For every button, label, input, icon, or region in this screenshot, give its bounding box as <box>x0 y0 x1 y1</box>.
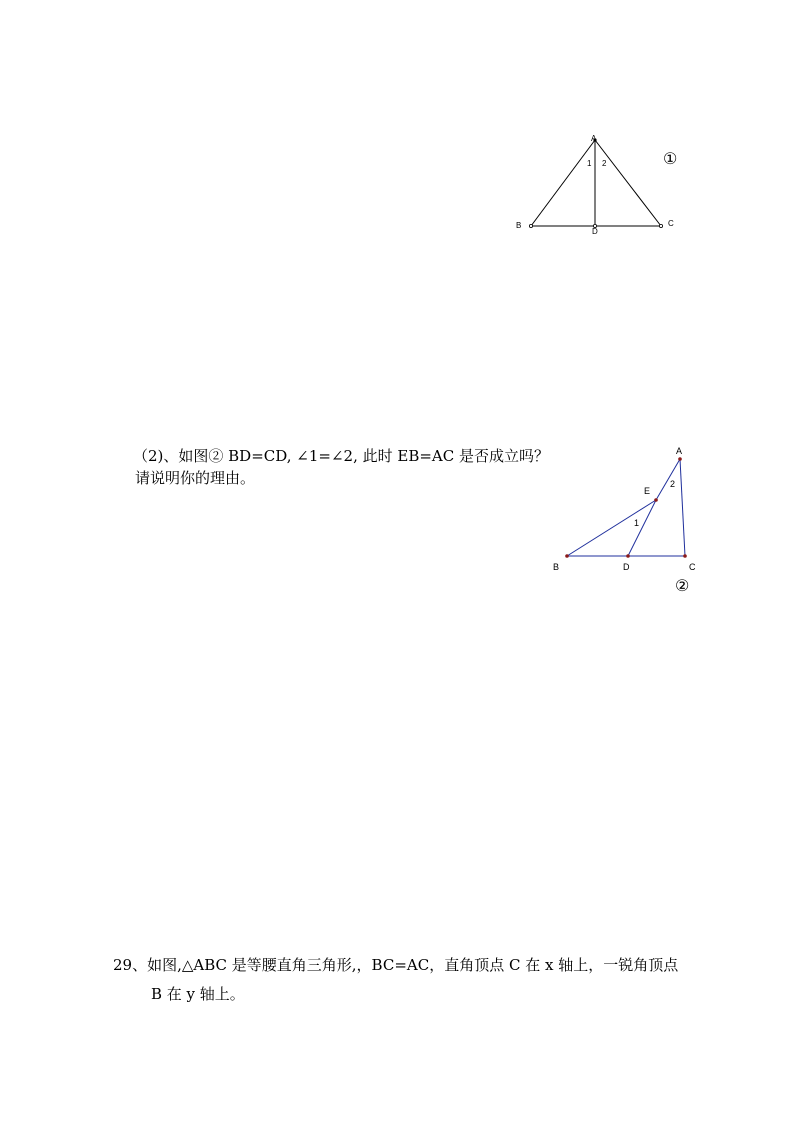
label-b: B <box>516 221 522 230</box>
segment-be <box>567 500 656 556</box>
point-d <box>626 554 630 558</box>
side-ac <box>595 140 661 226</box>
label-e: E <box>644 486 651 496</box>
angle-label-2: 2 <box>602 159 607 168</box>
figure-1-marker: ① <box>663 149 678 168</box>
segment-ac <box>680 459 685 556</box>
figure-2-marker: ② <box>675 576 690 595</box>
point-c <box>683 554 687 558</box>
point-b <box>565 554 569 558</box>
label-c: C <box>689 562 696 572</box>
question-29-line-1: 29、如图,△ABC 是等腰直角三角形,，BC=AC，直角顶点 C 在 x 轴上，一锐角顶点 <box>113 956 679 974</box>
label-c: C <box>668 219 674 228</box>
point-a <box>678 457 682 461</box>
figure-1 <box>505 128 705 238</box>
label-a: A <box>676 446 683 456</box>
point-b <box>529 224 532 227</box>
label-d: D <box>592 227 598 236</box>
question-2-line-2: 请说明你的理由。 <box>135 469 256 487</box>
point-c <box>659 224 662 227</box>
label-d: D <box>623 562 630 572</box>
point-e <box>654 498 658 502</box>
segment-ae <box>656 459 680 500</box>
label-a: A <box>591 134 597 143</box>
figure-2 <box>545 440 720 580</box>
angle-label-2: 2 <box>670 479 676 489</box>
label-b: B <box>553 562 560 572</box>
side-ab <box>531 140 595 226</box>
angle-label-1: 1 <box>634 518 640 528</box>
question-29-line-2: B 在 y 轴上。 <box>151 985 245 1003</box>
question-2-line-1: （2)、如图② BD=CD, ∠1=∠2, 此时 EB=AC 是否成立吗？ <box>133 447 550 465</box>
angle-label-1: 1 <box>587 159 592 168</box>
